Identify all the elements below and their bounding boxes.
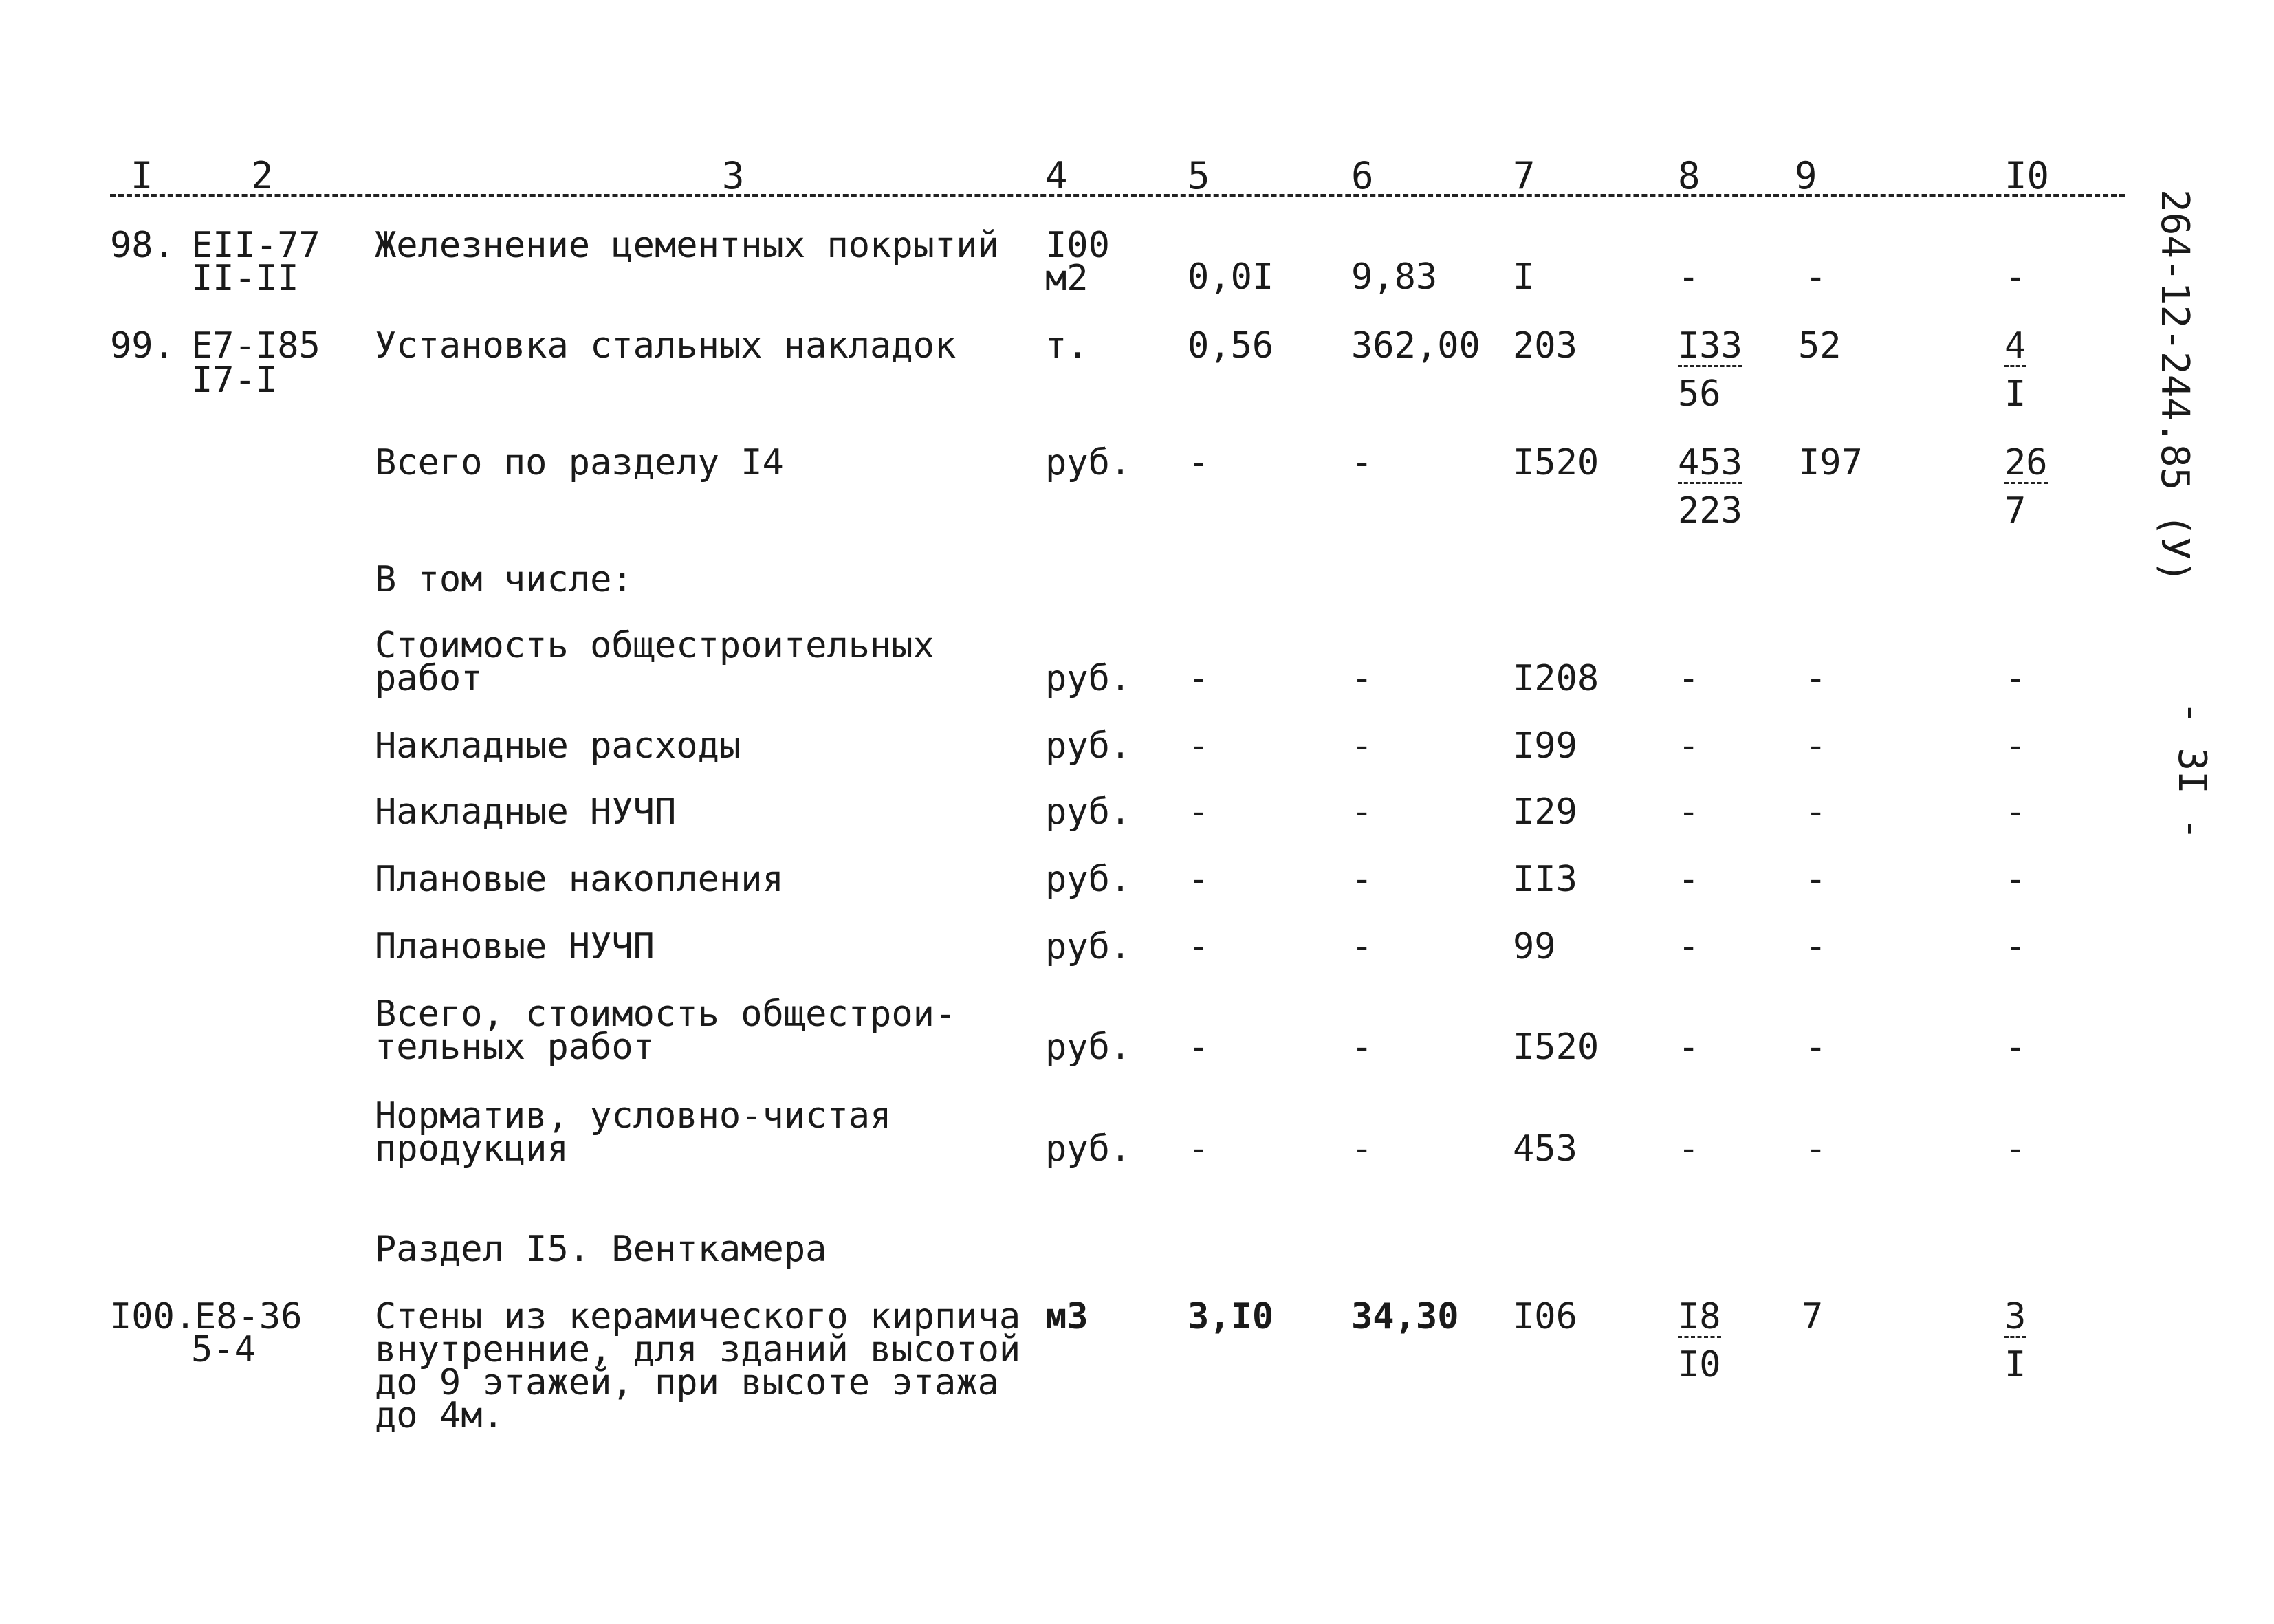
col6-value: 362,00 xyxy=(1351,325,1480,366)
row-name: Норматив, условно-чистая xyxy=(375,1095,892,1137)
col5-value: - xyxy=(1188,658,1210,699)
row-number: I00. xyxy=(110,1296,197,1337)
row-name-cont: до 4м. xyxy=(375,1395,504,1436)
row-name: Установка стальных накладок xyxy=(375,325,956,366)
col6-value: - xyxy=(1351,1027,1373,1068)
row-unit: руб. xyxy=(1045,658,1132,699)
col10-value: - xyxy=(2004,926,2026,967)
col6-value: 9,83 xyxy=(1351,256,1438,298)
col10-value: - xyxy=(2004,1128,2026,1170)
col8-value: - xyxy=(1678,1128,1700,1170)
col9-value: - xyxy=(1805,926,1827,967)
col6-value: - xyxy=(1351,926,1373,967)
col5-value: - xyxy=(1188,442,1210,483)
row-unit: руб. xyxy=(1045,442,1132,483)
col9-value: - xyxy=(1805,725,1827,767)
page-number: - 3I - xyxy=(2169,701,2214,841)
col-header-3: 3 xyxy=(722,154,745,197)
col8-denominator: 56 xyxy=(1678,373,1721,415)
col7-value: I520 xyxy=(1513,442,1599,483)
row-unit: руб. xyxy=(1045,1128,1132,1170)
row-code: E7-I85 xyxy=(191,325,320,366)
col5-value: 0,56 xyxy=(1188,325,1274,366)
col10-denominator: 7 xyxy=(2004,490,2026,531)
col10-value: - xyxy=(2004,725,2026,767)
row-name-cont: до 9 этажей, при высоте этажа xyxy=(375,1362,999,1403)
col-header-2: 2 xyxy=(251,154,274,197)
row-name: Плановые НУЧП xyxy=(375,926,655,967)
row-unit: I00 xyxy=(1045,225,1110,266)
col10-value: - xyxy=(2004,256,2026,298)
col10-value: - xyxy=(2004,658,2026,699)
col-header-8: 8 xyxy=(1678,154,1701,197)
col-header-1: I xyxy=(131,154,153,197)
col5-value: 0,0I xyxy=(1188,256,1274,298)
col8-value: - xyxy=(1678,791,1700,833)
section-heading: Раздел I5. Венткамера xyxy=(375,1229,827,1270)
row-name: Всего по разделу I4 xyxy=(375,442,784,483)
col7-value: 203 xyxy=(1513,325,1577,366)
row-name: Накладные расходы xyxy=(375,725,741,767)
col10-denominator: I xyxy=(2004,373,2026,415)
col10-numerator: 26 xyxy=(2004,442,2048,483)
col6-value: - xyxy=(1351,442,1373,483)
col8-value: - xyxy=(1678,725,1700,767)
col10-numerator: 4 xyxy=(2004,325,2026,366)
row-name: Стоимость общестроительных xyxy=(375,625,934,666)
col8-numerator: I33 xyxy=(1678,325,1742,366)
col-header-5: 5 xyxy=(1188,154,1210,197)
col6-value: - xyxy=(1351,725,1373,767)
col5-value: - xyxy=(1188,859,1210,900)
row-code-sub: 5-4 xyxy=(191,1329,256,1370)
col9-value: - xyxy=(1805,256,1827,298)
col10-denominator: I xyxy=(2004,1344,2026,1385)
col10-value: - xyxy=(2004,791,2026,833)
col9-value: - xyxy=(1805,1027,1827,1068)
col5-value: - xyxy=(1188,1027,1210,1068)
col5-value: - xyxy=(1188,926,1210,967)
row-number: 99. xyxy=(110,325,175,366)
row-name: Железнение цементных покрытий xyxy=(375,225,999,266)
col7-value: I520 xyxy=(1513,1027,1599,1068)
row-code-sub: II-II xyxy=(191,258,299,299)
row-name-cont: внутренние, для зданий высотой xyxy=(375,1329,1021,1370)
row-unit: руб. xyxy=(1045,1027,1132,1068)
col8-denominator: 223 xyxy=(1678,490,1742,531)
col9-value: - xyxy=(1805,1128,1827,1170)
row-code: E8-36 xyxy=(195,1296,303,1337)
col8-value: - xyxy=(1678,926,1700,967)
col-header-10: I0 xyxy=(2004,154,2050,197)
col-header-7: 7 xyxy=(1513,154,1535,197)
col7-value: II3 xyxy=(1513,859,1577,900)
col8-numerator: 453 xyxy=(1678,442,1742,483)
col9-value: - xyxy=(1805,658,1827,699)
col5-value: - xyxy=(1188,791,1210,833)
col6-value: - xyxy=(1351,658,1373,699)
col9-value: - xyxy=(1805,791,1827,833)
row-unit-sub: м2 xyxy=(1045,258,1089,299)
col7-value: I208 xyxy=(1513,658,1599,699)
col8-denominator: I0 xyxy=(1678,1344,1721,1385)
row-name: Плановые накопления xyxy=(375,859,784,900)
row-unit: руб. xyxy=(1045,791,1132,833)
row-name-cont: продукция xyxy=(375,1128,569,1170)
col7-value: 453 xyxy=(1513,1128,1577,1170)
row-name-cont: работ xyxy=(375,658,483,699)
col-header-4: 4 xyxy=(1045,154,1068,197)
row-name: Накладные НУЧП xyxy=(375,791,677,833)
row-name: Стены из керамического кирпича xyxy=(375,1296,1021,1337)
col8-value: - xyxy=(1678,859,1700,900)
col8-numerator: I8 xyxy=(1678,1296,1721,1337)
col-header-6: 6 xyxy=(1351,154,1374,197)
row-unit: руб. xyxy=(1045,926,1132,967)
row-unit: руб. xyxy=(1045,859,1132,900)
row-code: EII-77 xyxy=(191,225,320,266)
col10-numerator: 3 xyxy=(2004,1296,2026,1337)
col-header-9: 9 xyxy=(1795,154,1817,197)
col10-value: - xyxy=(2004,859,2026,900)
col9-value: - xyxy=(1805,859,1827,900)
row-unit: м3 xyxy=(1045,1296,1089,1337)
col6-value: - xyxy=(1351,791,1373,833)
col6-value: - xyxy=(1351,859,1373,900)
col7-value: 99 xyxy=(1513,926,1556,967)
row-number: 98. xyxy=(110,225,175,266)
row-name: Всего, стоимость общестрои- xyxy=(375,994,956,1035)
row-unit: т. xyxy=(1045,325,1089,366)
col9-value: I97 xyxy=(1798,442,1863,483)
row-code-sub: I7-I xyxy=(191,360,278,401)
col5-value: 3,I0 xyxy=(1188,1296,1274,1337)
col8-value: - xyxy=(1678,658,1700,699)
header-rule xyxy=(110,194,2125,197)
row-unit: руб. xyxy=(1045,725,1132,767)
col8-value: - xyxy=(1678,1027,1700,1068)
doc-code: 264-12-244.85 (У) xyxy=(2152,189,2197,584)
col10-value: - xyxy=(2004,1027,2026,1068)
col9-value: 7 xyxy=(1802,1296,1824,1337)
including-heading: В том числе: xyxy=(375,559,633,600)
col5-value: - xyxy=(1188,725,1210,767)
col7-value: I29 xyxy=(1513,791,1577,833)
col6-value: - xyxy=(1351,1128,1373,1170)
col8-value: - xyxy=(1678,256,1700,298)
col7-value: I99 xyxy=(1513,725,1577,767)
col6-value: 34,30 xyxy=(1351,1296,1459,1337)
col5-value: - xyxy=(1188,1128,1210,1170)
row-name-cont: тельных работ xyxy=(375,1027,655,1068)
col7-value: I06 xyxy=(1513,1296,1577,1337)
col9-value: 52 xyxy=(1798,325,1841,366)
col7-value: I xyxy=(1513,256,1535,298)
